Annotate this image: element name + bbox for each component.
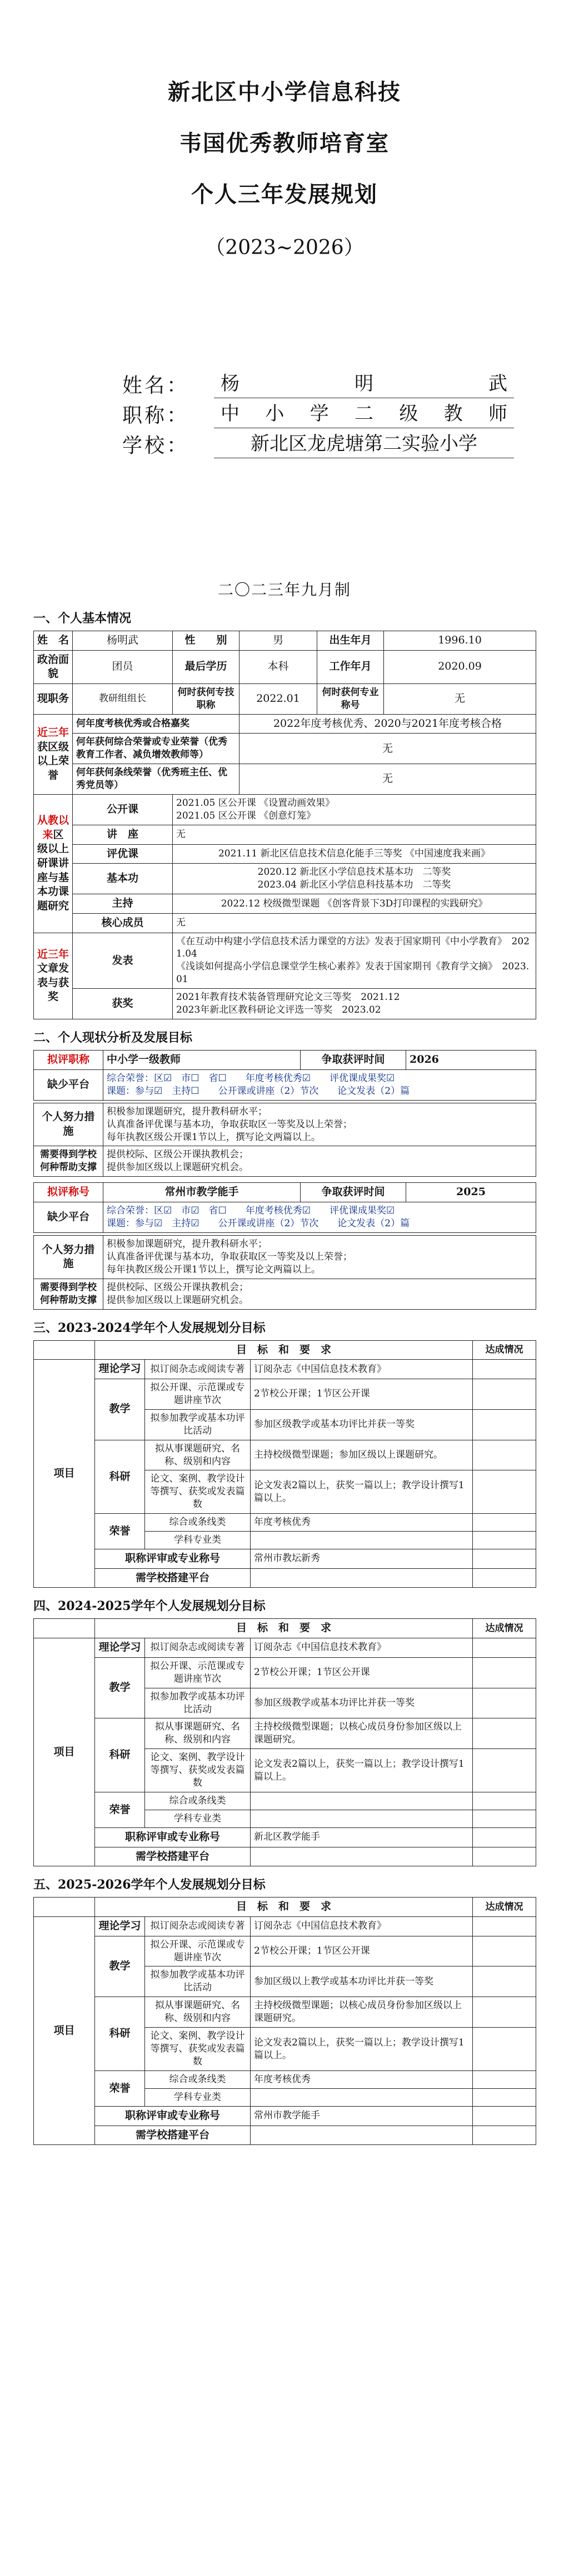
cell: 拟订阅杂志或阅读专著 [145, 1638, 251, 1658]
line: 课题：参与☑ 主持☑ 公开课或讲座（2）节次 论文发表（2）篇 [107, 1217, 410, 1229]
line: 认真准备评优课与基本功，争取获取区一等奖及以上荣誉； [107, 1118, 352, 1130]
cell: 新北区教学能手 [251, 1828, 473, 1847]
cell [473, 1810, 536, 1828]
cell: 职称评审或专业称号 [95, 1828, 251, 1847]
goal-table-1 [33, 1050, 536, 1101]
cell: 杨明武 [73, 631, 173, 651]
activity-head-red: 从教以来 [37, 814, 69, 841]
cell: 2026 [406, 1051, 536, 1070]
cell: 个人努力措施 [34, 1103, 103, 1146]
cell: 参加区级教学或基本功评比并获一等奖 [251, 1688, 473, 1718]
plan-table [33, 1340, 536, 1588]
table-row [34, 1916, 536, 1936]
line: 课题：参与☑ 主持☐ 公开课或讲座（2）节次 论文发表（2）篇 [107, 1085, 410, 1097]
table-row [34, 1936, 536, 1966]
cell [103, 1069, 536, 1100]
cell: 争取获评时间 [301, 1183, 406, 1202]
table-row [34, 734, 536, 764]
name-char: 明 [355, 373, 373, 395]
cell: 综合或条线类 [145, 2071, 251, 2089]
cell: 拟参加教学或基本功评比活动 [145, 1409, 251, 1440]
table-row [34, 1619, 536, 1638]
table-row [34, 1051, 536, 1070]
cell: 年度考核优秀 [251, 2071, 473, 2089]
table-row [34, 1638, 536, 1658]
cell: 项目 [34, 1638, 95, 1866]
cover-info [33, 368, 536, 458]
cell: 参加区级教学或基本功评比并获一等奖 [251, 1409, 473, 1440]
school-value [214, 428, 514, 458]
cell: 评优课 [73, 844, 173, 864]
cell [473, 1514, 536, 1532]
table-row [34, 1898, 536, 1917]
cell: 达成情况 [473, 1340, 536, 1360]
school-label: 学校： [122, 434, 189, 457]
cell: 拟公开课、示范课或专题讲座节次 [145, 1657, 251, 1688]
table-row [34, 2106, 536, 2126]
line: 2021.05 区公开课 《设置动画效果》 [176, 797, 335, 809]
cell [473, 1997, 536, 2028]
cell: 2022.01 [239, 683, 317, 714]
cell: 团员 [73, 650, 173, 683]
cell [473, 1470, 536, 1514]
cell: 1996.10 [384, 631, 536, 651]
cell: 参加区级以上教学或基本功评比并获一等奖 [251, 1966, 473, 1997]
honor-head-red: 近三年 [37, 726, 69, 739]
cell: 论文发表2篇以上，获奖一篇以上；教学设计撰写1篇以上。 [251, 1470, 473, 1514]
line: 2023年新北区教科研论文评选一等奖 2023.02 [176, 1004, 381, 1016]
cell: 无 [173, 825, 536, 845]
cell: 拟参加教学或基本功评比活动 [145, 1688, 251, 1718]
cell: 缺少平台 [34, 1202, 103, 1232]
cell: 无 [384, 683, 536, 714]
cell: 理论学习 [95, 1916, 145, 1936]
cell: 无 [239, 734, 536, 764]
title-char: 师 [488, 403, 507, 425]
table-row [34, 1279, 536, 1309]
table-row [34, 1103, 536, 1146]
cell [251, 2126, 473, 2145]
cell: 科研 [95, 1718, 145, 1792]
job-title-value [214, 398, 514, 428]
honor-head [34, 714, 73, 794]
cell: 发表 [73, 933, 173, 989]
cell: 科研 [95, 1997, 145, 2071]
cell [173, 864, 536, 894]
title-line-2: 韦国优秀教师培育室 [179, 130, 390, 156]
cell: 2020.09 [384, 650, 536, 683]
cell [473, 1916, 536, 1936]
table-row [34, 650, 536, 683]
cell [473, 1532, 536, 1549]
cell: 何年度考核优秀或合格嘉奖 [73, 714, 239, 734]
cell: 项目 [34, 1360, 95, 1588]
line: 2021年教育技术装备管理研究论文三等奖 2021.12 [176, 992, 400, 1003]
plan-heading: 四、2024-2025学年个人发展规划分目标 [33, 1599, 266, 1614]
plan-heading: 五、2025-2026学年个人发展规划分目标 [33, 1877, 266, 1893]
title-char: 二 [354, 403, 373, 425]
line: 每年执教区级公开课1节以上，撰写论文两篇以上。 [107, 1131, 321, 1143]
cell [473, 1657, 536, 1688]
cell: 达成情况 [473, 1898, 536, 1917]
table-row [34, 1828, 536, 1847]
table-row [34, 913, 536, 933]
table-row [34, 1549, 536, 1569]
cell [473, 1792, 536, 1810]
cell: 学科专业类 [145, 2088, 251, 2106]
cell [103, 1146, 536, 1177]
cell: 拟评职称 [34, 1051, 103, 1070]
cell: 常州市教学能手 [251, 2106, 473, 2126]
cell: 需要得到学校何种帮助支撑 [34, 1146, 103, 1177]
cell: 讲 座 [73, 825, 173, 845]
cell: 政治面貌 [34, 650, 73, 683]
plan-table [33, 1618, 536, 1866]
line: 2020.12 新北区小学信息技术基本功 二等奖 [257, 866, 451, 878]
cell: 荣誉 [95, 2071, 145, 2107]
line: 提供参加区级以上课题研究机会。 [107, 1294, 248, 1306]
cell: 项目 [34, 1916, 95, 2144]
cell [173, 795, 536, 825]
cell: 论文发表2篇以上，获奖一篇以上；教学设计撰写1篇以上。 [251, 1749, 473, 1792]
honor-head-text: 获区级以上荣誉 [37, 740, 69, 782]
title-line-1: 新北区中小学信息科技 [168, 79, 401, 105]
line: 《在互动中构建小学信息技术活力课堂的方法》发表于国家期刊《中小学教育》 2021.04 [176, 935, 530, 960]
cell [251, 1810, 473, 1828]
publication-head-red: 近三年 [37, 948, 69, 960]
line: 综合荣誉：区☑ 市☐ 省☐ 年度考核优秀☑ 评优课成果奖☑ [107, 1072, 395, 1084]
cell: 需学校搭建平台 [95, 2126, 251, 2145]
table-row [34, 795, 536, 825]
cell: 常州市教学能手 [103, 1183, 301, 1202]
cell: 2022.12 校级微型课题 《创客背景下3D打印课程的实践研究》 [173, 894, 536, 914]
cell: 无 [239, 764, 536, 795]
cell: 荣誉 [95, 1514, 145, 1549]
cell: 理论学习 [95, 1638, 145, 1658]
plan-table [33, 1897, 536, 2145]
cell: 拟从事课题研究、名称、级别和内容 [145, 1997, 251, 2028]
cell [473, 1568, 536, 1588]
section-1-heading: 一、个人基本情况 [33, 611, 132, 626]
cell: 争取获评时间 [301, 1051, 406, 1070]
cell: 教学 [95, 1379, 145, 1440]
cell [173, 989, 536, 1019]
cell: 中小学一级教师 [103, 1051, 301, 1070]
cell: 2021.11 新北区信息技术信息化能手三等奖 《中国速度我来画》 [173, 844, 536, 864]
title-char: 教 [443, 403, 463, 425]
title-char: 中 [221, 403, 239, 425]
cell: 性 别 [173, 631, 239, 651]
job-title-row [122, 398, 536, 428]
cell: 达成情况 [473, 1619, 536, 1638]
cover-title [33, 0, 536, 274]
cell: 综合或条线类 [145, 1792, 251, 1810]
table-row [34, 864, 536, 894]
cell: 何时获何专业称号 [317, 683, 384, 714]
cell [473, 2126, 536, 2145]
cell [473, 1638, 536, 1658]
cell: 2025 [406, 1183, 536, 1202]
activity-head-text: 区级以上研课讲座与基本功课题研究 [37, 828, 69, 912]
cell: 年度考核优秀 [251, 1514, 473, 1532]
line: 每年执教区级公开课1节以上，撰写论文两篇以上。 [107, 1264, 321, 1275]
cell: 个人努力措施 [34, 1235, 103, 1279]
line: 2023.04 新北区小学信息科技基本功 二等奖 [257, 879, 451, 891]
cell: 2节校公开课；1节区公开课 [251, 1657, 473, 1688]
cell: 拟公开课、示范课或专题讲座节次 [145, 1936, 251, 1966]
section-2-heading: 二、个人现状分析及发展目标 [33, 1031, 193, 1046]
line: 认真准备评优课与基本功，争取获取区一等奖及以上荣誉； [107, 1251, 352, 1262]
line: 提供参加区级以上课题研究机会。 [107, 1162, 248, 1173]
job-title-label: 职称： [122, 404, 189, 427]
cell: 职称评审或专业称号 [95, 2106, 251, 2126]
line: 2021.05 区公开课 《创意灯笼》 [176, 810, 316, 822]
line: 积极参加课题研究，提升教科研水平； [107, 1106, 267, 1117]
cell: 缺少平台 [34, 1069, 103, 1100]
table-row [34, 1514, 536, 1532]
cell: 主持校级微型课题；以核心成员身份参加区级以上课题研究。 [251, 1718, 473, 1749]
cell [251, 1847, 473, 1866]
cell: 学科专业类 [145, 1532, 251, 1549]
cell: 需学校搭建平台 [95, 1847, 251, 1866]
cell: 拟参加教学或基本功评比活动 [145, 1966, 251, 1997]
cell: 何年获何综合荣誉或专业荣誉（优秀教育工作者、减负增效教师等） [73, 734, 239, 764]
cell [473, 1360, 536, 1379]
cell: 2节校公开课；1节区公开课 [251, 1379, 473, 1409]
name-label: 姓名： [122, 374, 189, 397]
basic-info-table [33, 631, 536, 1019]
cell: 理论学习 [95, 1360, 145, 1379]
cell: 姓 名 [34, 631, 73, 651]
cell [473, 2088, 536, 2106]
line: 综合荣誉：区☑ 市☑ 省☐ 年度考核优秀☑ 评优课成果奖☑ [107, 1205, 395, 1216]
table-row [34, 2126, 536, 2145]
cell: 学科专业类 [145, 1810, 251, 1828]
plan-heading: 三、2023-2024学年个人发展规划分目标 [33, 1320, 266, 1335]
cell [251, 1792, 473, 1810]
cell: 2节校公开课；1节区公开课 [251, 1936, 473, 1966]
cell: 教学 [95, 1657, 145, 1718]
table-row [34, 1657, 536, 1688]
table-row [34, 1440, 536, 1470]
cell [251, 2088, 473, 2106]
cell [473, 1440, 536, 1470]
cell: 2022年度考核优秀、2020与2021年度考核合格 [239, 714, 536, 734]
name-char: 武 [488, 373, 507, 395]
table-row [34, 1379, 536, 1409]
cell: 拟订阅杂志或阅读专著 [145, 1916, 251, 1936]
table-row [34, 1146, 536, 1177]
goal-table-2b [33, 1235, 536, 1310]
cell: 本科 [239, 650, 317, 683]
table-row [34, 1340, 536, 1360]
cell [34, 1898, 95, 1917]
table-row [34, 1202, 536, 1232]
cell: 目 标 和 要 求 [95, 1898, 473, 1917]
name-char: 杨 [221, 373, 239, 395]
table-row [34, 844, 536, 864]
cell [473, 1847, 536, 1866]
cell: 订阅杂志《中国信息技术教育》 [251, 1638, 473, 1658]
table-row [34, 825, 536, 845]
cell: 综合或条线类 [145, 1514, 251, 1532]
cell: 何时获何专技职称 [173, 683, 239, 714]
table-row [34, 989, 536, 1019]
school-name: 新北区龙虎塘第二实验小学 [251, 433, 477, 455]
cell: 需要得到学校何种帮助支撑 [34, 1279, 103, 1309]
table-row [34, 764, 536, 795]
cell [103, 1202, 536, 1232]
publication-head-text: 文章发表与获奖 [37, 962, 69, 1003]
cell: 主持校级微型课题；以核心成员身份参加区级以上课题研究。 [251, 1997, 473, 2028]
cell: 论文发表2篇以上，获奖一篇以上；教学设计撰写1篇以上。 [251, 2028, 473, 2071]
cell [473, 1718, 536, 1749]
table-row [34, 933, 536, 989]
cell [103, 1103, 536, 1146]
cell: 教研组组长 [73, 683, 173, 714]
cell: 拟从事课题研究、名称、级别和内容 [145, 1440, 251, 1470]
name-row [122, 368, 536, 398]
table-row [34, 1792, 536, 1810]
table-row [34, 1360, 536, 1379]
cell: 常州市教坛新秀 [251, 1549, 473, 1569]
cell [251, 1568, 473, 1588]
cell: 论文、案例、教学设计等撰写、获奖或发表篇数 [145, 2028, 251, 2071]
cell: 无 [173, 913, 536, 933]
cell [473, 1379, 536, 1409]
cell: 教学 [95, 1936, 145, 1997]
cell: 核心成员 [73, 913, 173, 933]
table-row [34, 2071, 536, 2089]
line: 积极参加课题研究，提升教科研水平； [107, 1238, 267, 1250]
cell: 主持 [73, 894, 173, 914]
cell [473, 2028, 536, 2071]
title-char: 学 [310, 403, 329, 425]
plan-sections [33, 1319, 536, 2146]
cell: 科研 [95, 1440, 145, 1514]
table-row [34, 1235, 536, 1279]
cell: 职称评审或专业称号 [95, 1549, 251, 1569]
cell: 需学校搭建平台 [95, 1568, 251, 1588]
cell: 拟从事课题研究、名称、级别和内容 [145, 1718, 251, 1749]
line: 《浅谈如何提高小学信息课堂学生核心素养》发表于国家期刊《教育学文摘》 2023.01 [176, 961, 530, 985]
cell: 目 标 和 要 求 [95, 1340, 473, 1360]
table-row [34, 1718, 536, 1749]
cell: 拟公开课、示范课或专题讲座节次 [145, 1379, 251, 1409]
cell [473, 2106, 536, 2126]
cell [103, 1235, 536, 1279]
date-line: 二〇二三年九月制 [217, 581, 351, 599]
cell: 公开课 [73, 795, 173, 825]
table-row [34, 714, 536, 734]
line: 提供校际、区级公开课执教机会； [107, 1149, 248, 1161]
title-char: 小 [265, 403, 284, 425]
table-row [34, 631, 536, 651]
cell: 订阅杂志《中国信息技术教育》 [251, 1360, 473, 1379]
cell: 出生年月 [317, 631, 384, 651]
cell: 主持校级微型课题；参加区级以上课题研究。 [251, 1440, 473, 1470]
cell [473, 1936, 536, 1966]
cell: 荣誉 [95, 1792, 145, 1828]
table-row [34, 1997, 536, 2028]
cell: 最后学历 [173, 650, 239, 683]
cell [473, 1549, 536, 1569]
cell: 目 标 和 要 求 [95, 1619, 473, 1638]
cell: 拟订阅杂志或阅读专著 [145, 1360, 251, 1379]
table-row [34, 1847, 536, 1866]
title-char: 级 [399, 403, 418, 425]
cell: 拟评称号 [34, 1183, 103, 1202]
cell: 工作年月 [317, 650, 384, 683]
name-value [214, 368, 514, 398]
table-row [34, 1069, 536, 1100]
cell: 现职务 [34, 683, 73, 714]
cell: 基本功 [73, 864, 173, 894]
cell: 何年获何条线荣誉（优秀班主任、优秀党员等） [73, 764, 239, 795]
cell [34, 1340, 95, 1360]
line: 提供校际、区级公开课执教机会； [107, 1281, 248, 1293]
title-years: （2023~2026） [205, 236, 364, 259]
cell: 获奖 [73, 989, 173, 1019]
cell [473, 1966, 536, 1997]
cell [173, 933, 536, 989]
title-line-3: 个人三年发展规划 [191, 181, 378, 207]
table-row [34, 1183, 536, 1202]
school-row [122, 428, 536, 458]
cell [473, 1688, 536, 1718]
cell [473, 2071, 536, 2089]
activity-head [34, 795, 73, 933]
table-row [34, 683, 536, 714]
cell: 男 [239, 631, 317, 651]
cell [473, 1409, 536, 1440]
cell [251, 1532, 473, 1549]
cell [473, 1749, 536, 1792]
goal-table-2 [33, 1182, 536, 1233]
table-row [34, 894, 536, 914]
publication-head [34, 933, 73, 1019]
cell: 订阅杂志《中国信息技术教育》 [251, 1916, 473, 1936]
cell [103, 1279, 536, 1309]
cell [34, 1619, 95, 1638]
cell: 论文、案例、教学设计等撰写、获奖或发表篇数 [145, 1749, 251, 1792]
cell: 论文、案例、教学设计等撰写、获奖或发表篇数 [145, 1470, 251, 1514]
table-row [34, 1568, 536, 1588]
cell [473, 1828, 536, 1847]
goal-table-1b [33, 1103, 536, 1177]
